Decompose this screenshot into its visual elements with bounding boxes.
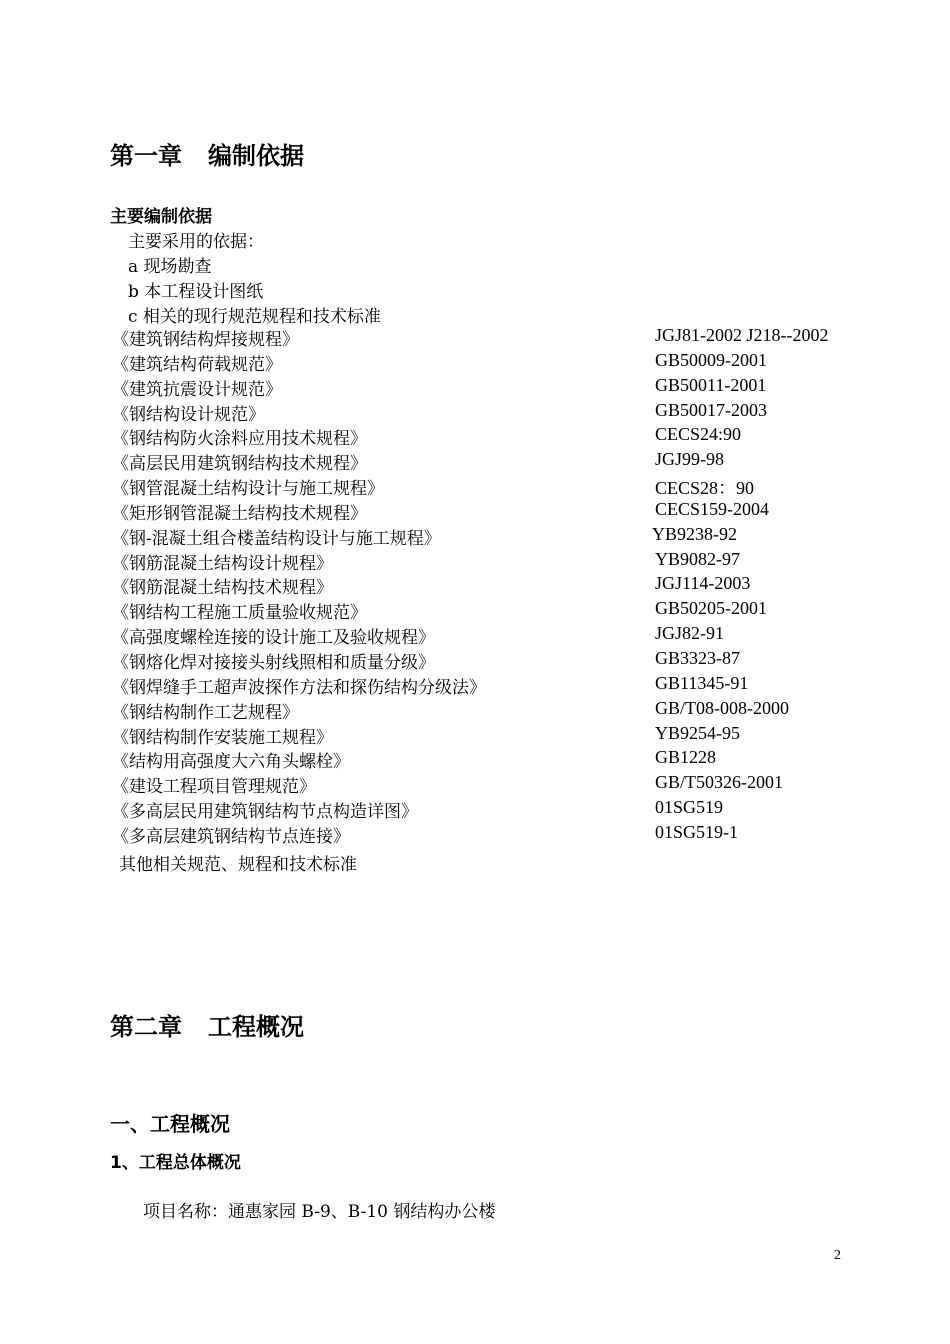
standard-code: GB/T08-008-2000	[655, 697, 789, 718]
standard-name: 《高层民用建筑钢结构技术规程》	[112, 454, 367, 475]
standards-list	[112, 325, 872, 847]
standard-name: 《钢筋混凝土结构技术规程》	[112, 578, 333, 599]
standard-code: GB50205-2001	[655, 598, 767, 619]
standard-name: 《建筑结构荷载规范》	[112, 354, 282, 375]
standard-code: YB9082-97	[655, 548, 740, 569]
standard-row	[112, 573, 872, 598]
standard-code: JGJ82-91	[655, 623, 725, 644]
chapter-1-number: 第一章	[110, 142, 182, 170]
standards-closing: 其他相关规范、规程和技术标准	[119, 855, 357, 875]
standard-code: CECS28：90	[655, 478, 755, 499]
standard-name: 《钢结构制作工艺规程》	[112, 702, 299, 723]
standard-row	[112, 797, 872, 822]
standard-code: GB50011-2001	[655, 374, 767, 395]
chapter-2-title	[110, 1007, 304, 1042]
standard-code: JGJ114-2003	[655, 573, 751, 594]
standard-row	[112, 375, 872, 400]
page-number: 2	[834, 1248, 841, 1263]
standard-code: YB9238-92	[652, 523, 737, 544]
standard-code: 01SG519	[655, 797, 724, 818]
standard-code: 01SG519-1	[655, 821, 739, 842]
standard-row	[112, 723, 872, 748]
standard-row	[112, 549, 872, 574]
chapter-2-number: 第二章	[110, 1013, 182, 1041]
standard-name: 《钢-混凝土组合楼盖结构设计与施工规程》	[112, 528, 441, 549]
basis-item-c: c 相关的现行规范规程和技术标准	[128, 307, 381, 327]
standard-code: CECS24:90	[655, 424, 742, 445]
standard-row	[112, 499, 872, 524]
standard-code: GB1228	[655, 747, 717, 768]
standard-name: 《钢焊缝手工超声波探作方法和探伤结构分级法》	[112, 677, 486, 698]
standard-name: 《矩形钢管混凝土结构技术规程》	[112, 503, 367, 524]
standard-name: 《多高层民用建筑钢结构节点构造详图》	[112, 802, 418, 823]
standard-code: JGJ99-98	[655, 449, 725, 470]
standard-row	[112, 673, 872, 698]
standard-row	[112, 698, 872, 723]
standard-code: GB50009-2001	[655, 349, 767, 370]
chapter-1-title	[110, 136, 304, 171]
basis-item-a: a 现场勘查	[128, 257, 212, 277]
standard-row	[112, 623, 872, 648]
standard-row	[112, 400, 872, 425]
standard-row	[112, 648, 872, 673]
standard-name: 《钢结构防火涂料应用技术规程》	[112, 429, 367, 450]
standard-name: 《钢结构制作安装施工规程》	[112, 727, 333, 748]
standard-name: 《多高层建筑钢结构节点连接》	[112, 826, 350, 847]
chapter-1-text: 编制依据	[208, 142, 304, 170]
standard-row	[112, 474, 872, 499]
standard-row	[112, 325, 872, 350]
standard-row	[112, 772, 872, 797]
standard-name: 《钢熔化焊对接接头射线照相和质量分级》	[112, 652, 435, 673]
subsection-heading: 1、工程总体概况	[110, 1153, 241, 1173]
standard-name: 《钢筋混凝土结构设计规程》	[112, 553, 333, 574]
standard-name: 《建筑钢结构焊接规程》	[112, 330, 299, 350]
standard-name: 《建设工程项目管理规范》	[112, 777, 316, 798]
standard-name: 《钢结构设计规范》	[112, 404, 265, 425]
standard-row	[112, 449, 872, 474]
project-name-line: 项目名称：通惠家园 B-9、B-10 钢结构办公楼	[143, 1202, 496, 1222]
standard-name: 《钢管混凝土结构设计与施工规程》	[112, 479, 384, 500]
standard-name: 《结构用高强度大六角头螺栓》	[112, 752, 350, 773]
section-heading: 一、工程概况	[110, 1112, 230, 1136]
standard-name: 《建筑抗震设计规范》	[112, 379, 282, 400]
standard-code: JGJ81-2002 J218--2002	[655, 325, 829, 345]
standard-row	[112, 598, 872, 623]
main-basis-heading: 主要编制依据	[110, 207, 212, 227]
standard-code: GB/T50326-2001	[655, 772, 783, 793]
standard-name: 《高强度螺栓连接的设计施工及验收规程》	[112, 628, 435, 649]
standard-row	[112, 524, 872, 549]
standard-row	[112, 747, 872, 772]
standard-row	[112, 424, 872, 449]
standard-row	[112, 822, 872, 847]
standard-code: YB9254-95	[655, 722, 740, 743]
standard-code: GB3323-87	[655, 647, 740, 668]
standard-code: GB11345-91	[655, 672, 749, 693]
standard-row	[112, 350, 872, 375]
chapter-2-text: 工程概况	[208, 1013, 304, 1041]
standard-name: 《钢结构工程施工质量验收规范》	[112, 603, 367, 624]
basis-item-b: b 本工程设计图纸	[128, 282, 264, 302]
standard-code: GB50017-2003	[655, 399, 767, 420]
basis-intro: 主要采用的依据：	[128, 232, 264, 252]
standard-code: CECS159-2004	[655, 498, 770, 519]
